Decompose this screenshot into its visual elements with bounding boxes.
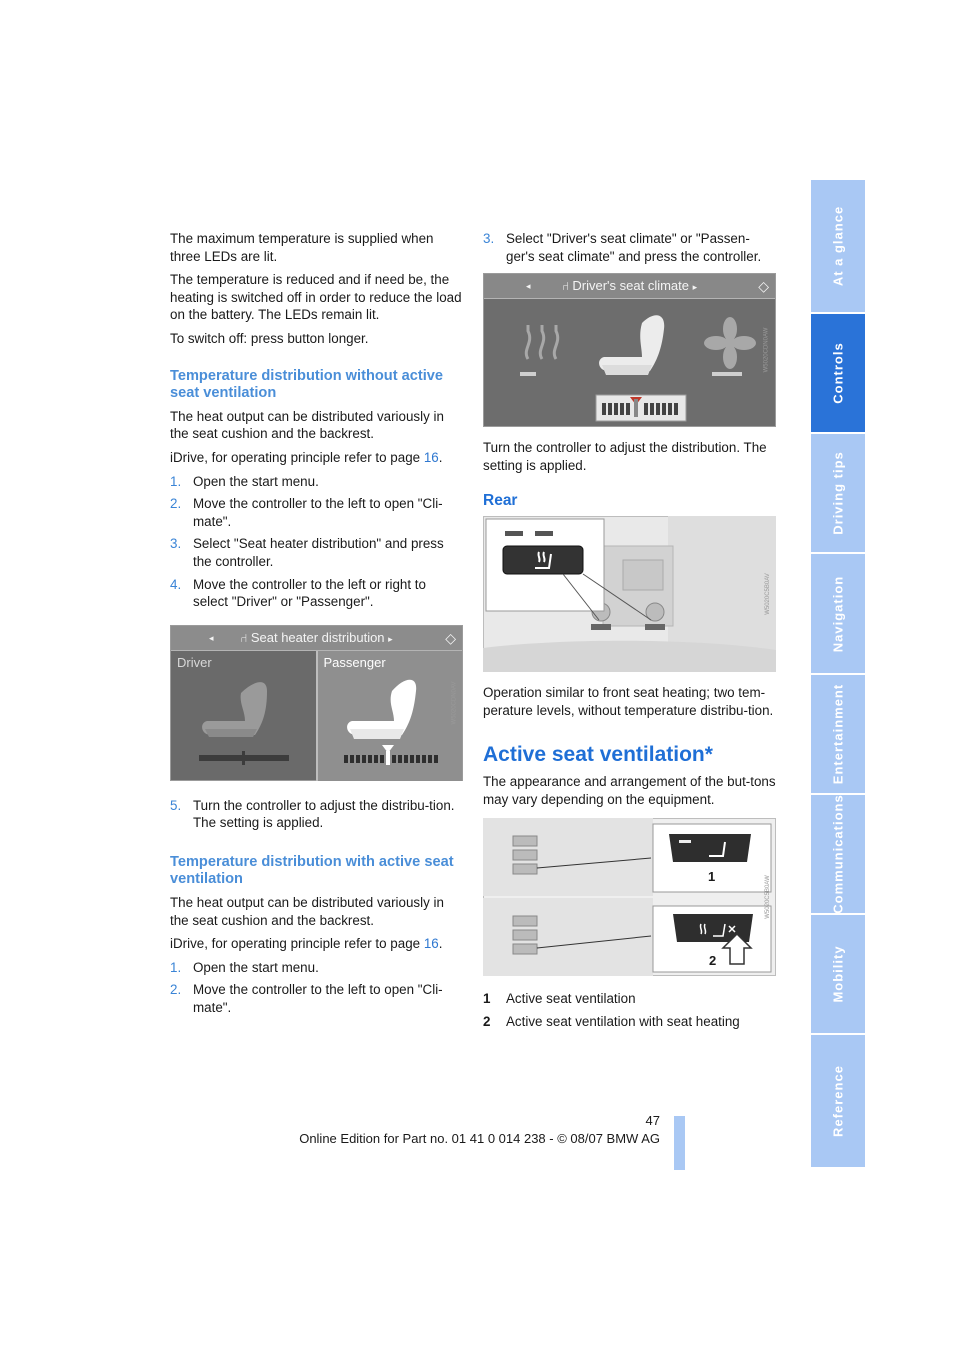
list-item: 5. Turn the controller to adjust the distribu-tion. The setting is applied. <box>170 797 455 831</box>
image-code: W5020C5B0AW <box>764 875 771 920</box>
rear-seat-heating-image <box>483 516 776 672</box>
fan-icon <box>704 317 756 369</box>
paragraph-max-temp: The maximum temperature is supplied when three LEDs are lit. <box>170 231 434 264</box>
heading-distribution-without-ventilation: Temperature distribution without active seat ventilation <box>170 367 443 402</box>
pane-label-passenger: Passenger <box>323 654 386 670</box>
edition-note: Online Edition for Part no. 01 41 0 014 238 - © 08/07 BMW AG <box>299 1131 660 1146</box>
tab-entertainment[interactable]: Entertainment <box>811 675 865 795</box>
tab-mobility[interactable]: Mobility <box>811 915 865 1035</box>
paragraph-heat-output: The heat output can be distributed variously in the seat cushion and the backrest. <box>170 408 444 442</box>
screen-title: Seat heater distribution <box>250 629 385 645</box>
screen-title: Driver's seat climate <box>572 278 689 294</box>
paragraph-idrive-ref: iDrive, for operating principle refer to page 16. <box>170 449 443 465</box>
chapter-tabs <box>811 180 865 1167</box>
paragraph-temp-reduced: The temperature is reduced and if need be, the heating is switched off in order to reduce the load on the battery. The LEDs remain lit. <box>170 272 462 323</box>
tab-reference[interactable]: Reference <box>811 1035 865 1167</box>
heading-rear: Rear <box>483 492 518 510</box>
controller-icon: ◇ <box>758 278 769 295</box>
rear-console-illustration <box>483 516 776 672</box>
tab-navigation[interactable]: Navigation <box>811 554 865 675</box>
callout-1: 1 <box>708 869 716 885</box>
list-item: 4. Move the controller to the left or right to select "Driver" or "Passenger". <box>170 576 426 610</box>
list-item: 3. Select "Driver's seat climate" or "Passen-ger's seat climate" and press the controller. <box>483 231 762 264</box>
tab-controls[interactable]: Controls <box>811 314 865 434</box>
image-code: W5020C5B0AV <box>765 573 772 615</box>
list-item: 2 Active seat ventilation with seat heating <box>483 1013 740 1029</box>
callout-2: 2 <box>709 953 717 969</box>
list-item: 2. Move the controller to the left to open "Cli-mate". <box>170 982 443 1016</box>
steps-list-2 <box>170 959 462 1017</box>
paragraph-turn-controller: Turn the controller to adjust the distribution. The setting is applied. <box>483 440 767 473</box>
page-link[interactable]: 16 <box>423 936 439 952</box>
arrow-right-icon: ▸ <box>692 282 698 293</box>
list-item: 1. Open the start menu. <box>170 473 319 489</box>
tab-driving-tips[interactable]: Driving tips <box>811 434 865 554</box>
seat-icon <box>318 651 461 781</box>
controller-icon: ◇ <box>445 629 456 646</box>
paragraph-appearance: The appearance and arrangement of the but-tons may vary depending on the equipment. <box>483 774 776 807</box>
tab-communications[interactable]: Communications <box>811 795 865 915</box>
pane-passenger[interactable] <box>316 651 463 781</box>
heading-distribution-with-ventilation: Temperature distribution with active seat ventilation <box>170 853 454 888</box>
pane-label-driver: Driver <box>177 654 212 670</box>
page-number: 47 <box>645 1113 660 1128</box>
seat-icon: ⑁ <box>240 630 251 645</box>
paragraph-heat-output-2: The heat output can be distributed variously in the seat cushion and the backrest. <box>170 895 444 928</box>
page-link[interactable]: 16 <box>423 449 439 465</box>
tab-at-a-glance[interactable]: At a glance <box>811 180 865 314</box>
right-column <box>483 230 776 1036</box>
paragraph-operation-rear: Operation similar to front seat heating; two tem-perature levels, without temperature distribu-tion. <box>483 684 774 718</box>
seat-climate-graphic <box>484 299 775 427</box>
image-code: W5020CDN0AW <box>763 327 770 373</box>
steps-list-1 <box>170 473 462 611</box>
seat-heater-distribution-screen <box>170 625 463 781</box>
arrow-left-icon: ◂ <box>526 281 531 292</box>
list-item: 1 Active seat ventilation <box>483 991 636 1007</box>
arrow-right-icon: ▸ <box>388 633 393 644</box>
seat-icon: ⑁ <box>561 279 573 294</box>
ventilation-buttons-illustration <box>483 818 776 976</box>
image-code: W5020CDN0AV <box>451 681 458 725</box>
page-footer <box>170 1112 660 1148</box>
page-marker-bar <box>674 1116 685 1170</box>
paragraph-switch-off: To switch off: press button longer. <box>170 330 369 346</box>
left-column <box>170 230 462 1022</box>
legend-list <box>483 990 776 1030</box>
steps-list-5 <box>170 797 462 832</box>
heat-icon <box>526 325 557 359</box>
pane-driver[interactable] <box>171 651 316 781</box>
ventilation-buttons-image <box>483 818 776 976</box>
arrow-left-icon: ◂ <box>209 632 214 643</box>
drivers-seat-climate-screen <box>483 273 776 427</box>
paragraph-idrive-ref-2: iDrive, for operating principle refer to page 16. <box>170 936 443 952</box>
list-item: 3. Select "Seat heater distribution" and press the controller. <box>170 536 444 569</box>
seat-icon <box>171 651 316 781</box>
steps-list-3 <box>483 230 776 265</box>
list-item: 1. Open the start menu. <box>170 959 319 975</box>
heading-active-seat-ventilation: Active seat ventilation* <box>483 743 713 767</box>
list-item: 2. Move the controller to the left to open "Cli-mate". <box>170 496 443 529</box>
